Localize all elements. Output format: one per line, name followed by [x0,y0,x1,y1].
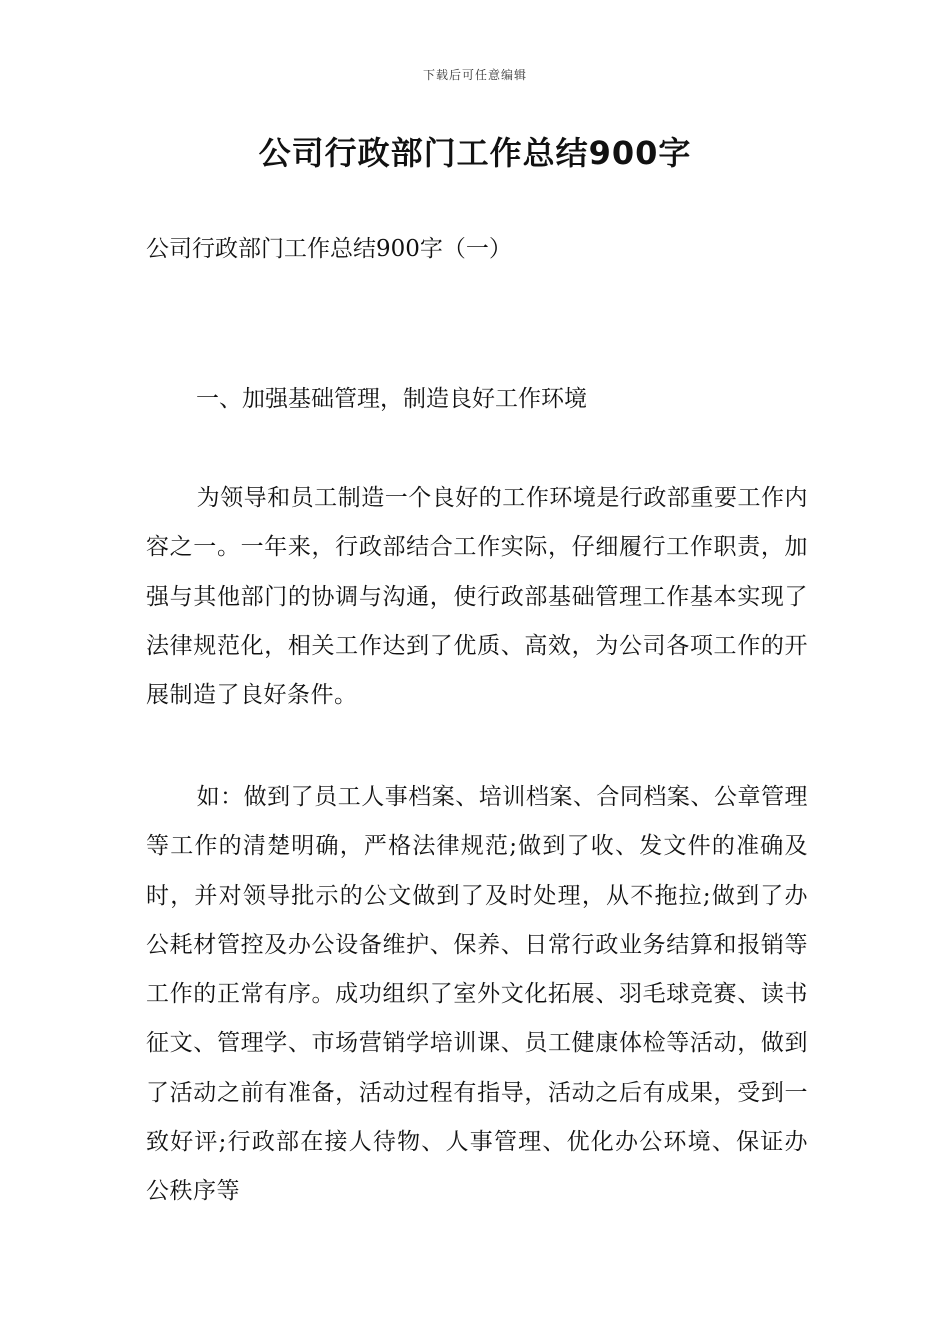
document-title: 公司行政部门工作总结900字 [258,134,692,172]
header-note: 下载后可任意编辑 [422,68,527,82]
paragraph: 为领导和员工制造一个良好的工作环境是行政部重要工作内容之一。一年来，行政部结合工作实际，仔细履行工作职责，加强与其他部门的协调与沟通，使行政部基础管理工作基本实现了法律规范化，相关工作达到了优质、高效，为公司各项工作的开展制造了良好条件。 [146,485,808,709]
section-heading: 一、加强基础管理，制造良好工作环境 [196,386,587,412]
paragraph: 如：做到了员工人事档案、培训档案、合同档案、公章管理等工作的清楚明确，严格法律规范;做到了收、发文件的准确及时，并对领导批示的公文做到了及时处理，从不拖拉;做到了办公耗材管控及办公设备维护、保养、日常行政业务结算和报销等工作的正常有序。成功组织了室外文化拓展、羽毛球竞赛、读书征文、管理学、市场营销学培训课、员工健康体检等活动，做到了活动之前有准备，活动过程有指导，活动之后有成果，受到一致好评;行政部在接人待物、人事管理、优化办公环境、保证办公秩序等 [146,784,808,1205]
document-subtitle: 公司行政部门工作总结900字（一） [146,236,512,262]
